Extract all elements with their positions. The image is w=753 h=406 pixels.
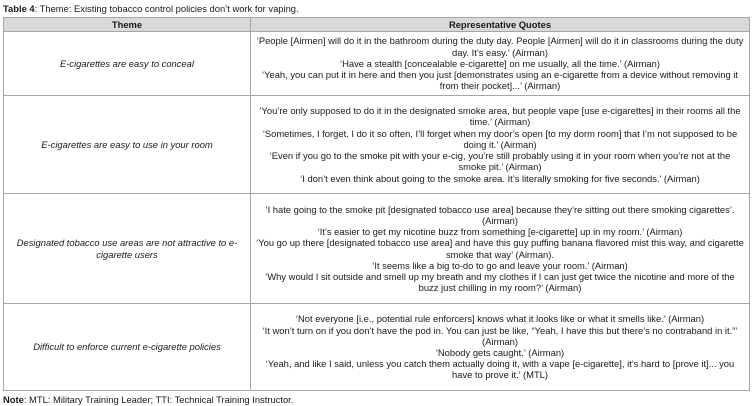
quote: ‘I hate going to the smoke pit [designated tobacco use area] because they’re sitting out there smoking cigarettes’. (Airman) [265,203,735,226]
theme-cell: Difficult to enforce current e-cigarette policies [4,304,251,391]
quote: ‘Have a stealth [concealable e-cigarette] on me usually, all the time.’ (Airman) [340,57,660,69]
table-row [4,32,750,96]
theme-cell: Designated tobacco use areas are not attractive to e-cigarette users [4,194,251,304]
quote: ‘Nobody gets caught.’ (Airman) [435,347,565,358]
quote: ‘People [Airmen] will do it in the bathroom during the duty day. People [Airmen] will do it in classrooms during the duty day. It’s easy.’ (Airman) [256,35,744,58]
quote: ‘You go up there [designated tobacco use area] and have this guy puffing banana flavored mist this way, and cigarette smoke that way’ (Airman). [256,237,744,260]
quote: ‘It seems like a big to-do to go and leave your room.’ (Airman) [372,259,628,271]
quote: ‘It’s easier to get my nicotine buzz from something [e-cigarette] up in my room.’ (Airman) [317,226,683,238]
header-row [4,18,750,32]
quotes-cell [251,32,750,96]
caption-text: : Theme: Existing tobacco control policies don’t work for vaping. [34,3,299,14]
quote: ‘Yeah, you can put it in here and then you just [demonstrates using an e-cigarette from a device without removing it from their pocket]...’ (Airman) [262,69,738,92]
theme-cell: E-cigarettes are easy to conceal [4,32,251,96]
quote: ‘Not everyone [i.e., potential rule enforcers] knows what it looks like or what it smells like.’ (Airman) [295,313,705,325]
table-row [4,96,750,194]
table-row [4,304,750,391]
note-label: Note [3,394,24,405]
quote: ‘Why would I sit outside and smell up my breath and my clothes if I can just get twice the nicotine and more of the buzz just chilling in my room?’ (Airman) [265,270,735,294]
quote: ‘Yeah, and like I said, unless you catch them actually doing it, with a vape [e-cigarette], it’s hard to [prove it]... you have to prove it.’ (MTL) [265,358,735,381]
quote: ‘Sometimes, I forget. I do it so often, I’ll forget when my door’s open [to my dorm room] that I’m not supposed to be doing it.’ (Airman) [262,127,738,150]
quote: ‘It won’t turn on if you don’t have the pod in. You can just be like, “Yeah, I have this but there’s no contraband in it.”’ (Airman) [262,324,738,347]
quote: ‘I don’t even think about going to the smoke area. It’s literally smoking for five seconds.’ (Airman) [300,172,700,184]
table-note [3,394,750,406]
quotes-cell [251,304,750,391]
quote: ‘Even if you go to the smoke pit with your e-cig, you’re still probably using it in your room when you’re not at the smoke pit.’ (Airman) [269,150,731,173]
quotes-cell [251,96,750,194]
table-caption [3,3,750,15]
quotes-table [3,17,750,391]
caption-label: Table 4 [3,3,35,14]
header-theme: Theme [4,18,251,32]
quotes-cell [251,194,750,304]
header-quotes: Representative Quotes [251,18,750,32]
note-text: : MTL: Military Training Leader; TTI: Technical Training Instructor. [23,394,294,405]
quote: ‘You’re only supposed to do it in the designated smoke area, but people vape [use e-cigarettes] in their rooms all the time.’ (Airman) [259,105,741,128]
table-row [4,194,750,304]
theme-cell: E-cigarettes are easy to use in your room [4,96,251,194]
